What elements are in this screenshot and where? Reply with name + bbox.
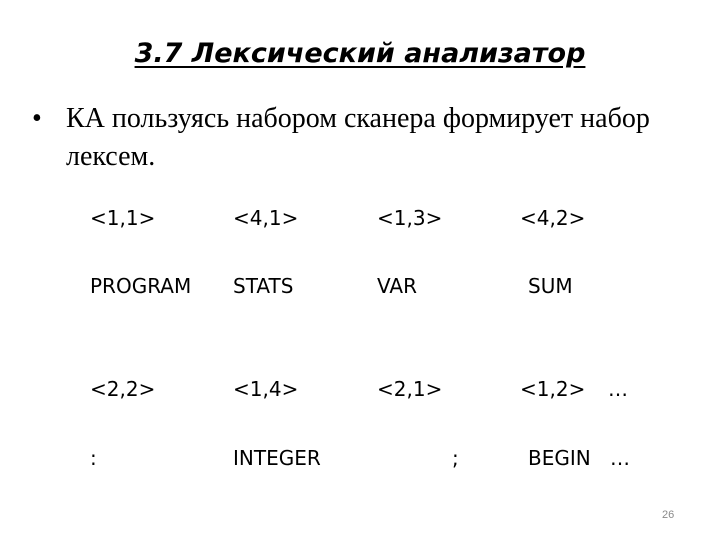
lexeme-cell: ;: [452, 446, 459, 470]
lexeme-cell: STATS: [233, 274, 294, 298]
lexeme-cell: VAR: [377, 274, 417, 298]
page-number: 26: [662, 509, 675, 521]
token-cell: <2,2>: [90, 377, 156, 401]
lexeme-cell: SUM: [528, 274, 573, 298]
lexeme-cell: :: [90, 446, 97, 470]
token-cell: <4,2>: [520, 206, 586, 230]
slide-title: 3.7 Лексический анализатор: [134, 38, 586, 69]
bullet-marker: •: [32, 103, 42, 134]
ellipsis: …: [610, 446, 630, 470]
lexeme-cell: INTEGER: [233, 446, 321, 470]
token-cell: <1,1>: [90, 206, 156, 230]
ellipsis: …: [608, 377, 628, 401]
bullet-text: КА пользуясь набором сканера формирует набор лексем.: [66, 103, 650, 172]
lexeme-cell: BEGIN: [528, 446, 591, 470]
token-cell: <2,1>: [377, 377, 443, 401]
lexeme-cell: PROGRAM: [90, 274, 192, 298]
token-cell: <1,4>: [233, 377, 299, 401]
token-cell: <1,2>: [520, 377, 586, 401]
token-cell: <4,1>: [233, 206, 299, 230]
token-cell: <1,3>: [377, 206, 443, 230]
